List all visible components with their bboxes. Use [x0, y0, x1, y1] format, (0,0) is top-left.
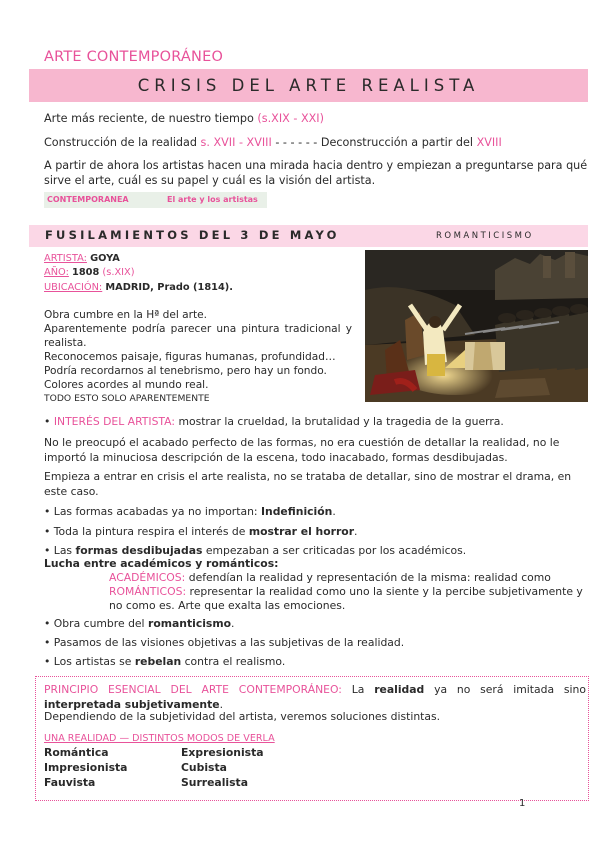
intro-line-2: [44, 135, 502, 150]
styles-heading: UNA REALIDAD — DISTINTOS MODOS DE VERLA: [44, 733, 275, 744]
principle-label: PRINCIPIO ESENCIAL DEL ARTE CONTEMPORÁNEO:: [44, 683, 342, 696]
intro-period: (s.XIX - XXI): [257, 112, 324, 125]
description-line: Aparentemente podría parecer una pintura tradicional y realista.: [44, 323, 352, 349]
year-value: 1808: [72, 267, 100, 278]
style-item: Expresionista: [181, 746, 264, 759]
intro-line-1: [44, 111, 324, 126]
romanticos-text: representar la realidad como uno la siente y la percibe subjetivamente y no como es. Arte que exalta las emociones.: [109, 585, 583, 612]
subject-heading: ARTE CONTEMPORÁNEO: [44, 49, 224, 65]
year-century: (s.XIX): [102, 267, 135, 278]
title-band: [29, 69, 588, 102]
artist-label: ARTISTA:: [44, 253, 87, 264]
principle-text: .: [219, 698, 224, 711]
artist-value: GOYA: [90, 253, 120, 264]
location-line: [44, 281, 233, 294]
principle-statement: [44, 682, 586, 712]
principle-emphasis: interpretada subjetivamente: [44, 698, 220, 711]
bullet-horror: [44, 525, 357, 539]
description-line: Obra cumbre en la Hª del arte.: [44, 309, 208, 321]
intro-line-3: A partir de ahora los artistas hacen una mirada hacia dentro y empiezan a preguntarse para qué sirve el arte, cuál es su papel y cuál es la visión del artista.: [44, 159, 588, 187]
principle-emphasis: realidad: [374, 683, 425, 696]
painting-image: [365, 250, 588, 402]
academicos-text: defendían la realidad y representación de la misma: realidad como: [185, 571, 551, 584]
intro-line-2-c: - - - - - - Deconstrucción a partir del: [271, 136, 477, 149]
principle-text: La: [341, 683, 375, 696]
romanticos-label: ROMÁNTICOS:: [109, 585, 187, 598]
description-line: Podría recordarnos al tenebrismo, pero hay un fondo.: [44, 365, 327, 377]
bullet-indefinicion: [44, 505, 336, 519]
location-value: MADRID, Prado (1814).: [105, 282, 233, 293]
section-band: [29, 225, 588, 247]
description-emphasis: TODO ESTO SOLO APARENTEMENTE: [44, 393, 210, 404]
artist-line: [44, 252, 120, 265]
bullet-interes: • INTERÉS DEL ARTISTA: mostrar la crueldad, la brutalidad y la tragedia de la guerra.: [44, 415, 504, 428]
interes-label: INTERÉS DEL ARTISTA:: [53, 415, 176, 428]
academicos-label: ACADÉMICOS:: [109, 571, 186, 584]
paragraph-1: No le preocupó el acabado perfecto de las formas, no era cuestión de detallar la realidad, no le importó la minuciosa descripción de la escena, todo inacabado, formas desdibujadas.: [44, 436, 560, 464]
bullet-text: • Las formas acabadas ya no importan:: [44, 505, 261, 518]
bullet-emphasis: mostrar el horror: [248, 525, 355, 538]
description-line: Reconocemos paisaje, figuras humanas, profundidad…: [44, 351, 336, 363]
academicos-line: [109, 571, 589, 585]
section-tag: ROMANTICISMO: [436, 231, 534, 241]
bullet-text: • Obra cumbre del: [44, 617, 148, 630]
bullet-text: .: [354, 525, 358, 538]
bullet-text: • Los artistas se: [44, 655, 135, 668]
style-item: Fauvista: [44, 776, 96, 789]
intro-line-2-a: Construcción de la realidad: [44, 136, 201, 149]
bullet-text: • Las: [44, 544, 76, 557]
bullet-visiones: • Pasamos de las visiones objetivas a las subjetivas de la realidad.: [44, 636, 405, 649]
principle-depends: Dependiendo de la subjetividad del artista, veremos soluciones distintas.: [44, 710, 441, 723]
description-line: Colores acordes al mundo real.: [44, 379, 209, 391]
artwork-description: [44, 308, 352, 406]
section-title: FUSILAMIENTOS DEL 3 DE MAYO: [45, 228, 340, 242]
intro-line-1-text: Arte más reciente, de nuestro tiempo: [44, 112, 258, 125]
bullet-emphasis: rebelan: [134, 655, 182, 668]
bullet-text: empezaban a ser criticadas por los académicos.: [202, 544, 467, 557]
bullet-emphasis: Indefinición: [261, 505, 333, 518]
bullet-romanticismo: [44, 617, 234, 631]
bullet-text: contra el realismo.: [181, 655, 286, 668]
principle-text: ya no será imitada sino: [424, 683, 586, 696]
bullet-text: • Toda la pintura respira el interés de: [44, 525, 249, 538]
style-item: Romántica: [44, 746, 109, 759]
lucha-heading: Lucha entre académicos y románticos:: [44, 557, 279, 570]
bullet-text: .: [332, 505, 336, 518]
bullet-emphasis: romanticismo: [148, 617, 232, 630]
tag-contemporanea[interactable]: CONTEMPORANEA: [47, 195, 129, 204]
bullet-text: .: [231, 617, 235, 630]
style-item: Impresionista: [44, 761, 128, 774]
page-title: CRISIS DEL ARTE REALISTA: [137, 76, 480, 95]
bullet-emphasis: formas desdibujadas: [75, 544, 203, 557]
bullet-formas: [44, 544, 466, 558]
style-item: Cubista: [181, 761, 227, 774]
year-line: [44, 266, 135, 279]
location-label: UBICACIÓN:: [44, 282, 103, 293]
year-label: AÑO:: [44, 267, 69, 278]
tag-arte-artistas[interactable]: El arte y los artistas: [167, 195, 258, 204]
intro-century-a: s. XVII - XVIII: [200, 136, 272, 149]
romanticos-line: [109, 585, 589, 613]
tag-bar: [44, 192, 267, 208]
style-item: Surrealista: [181, 776, 248, 789]
interes-text: mostrar la crueldad, la brutalidad y la tragedia de la guerra.: [175, 415, 504, 428]
page-number: 1: [519, 798, 526, 809]
bullet-rebelan: [44, 655, 285, 669]
intro-century-b: XVIII: [476, 136, 502, 149]
paragraph-2: Empieza a entrar en crisis el arte realista, no se trataba de detallar, sino de mostrar el drama, en este caso.: [44, 470, 572, 498]
